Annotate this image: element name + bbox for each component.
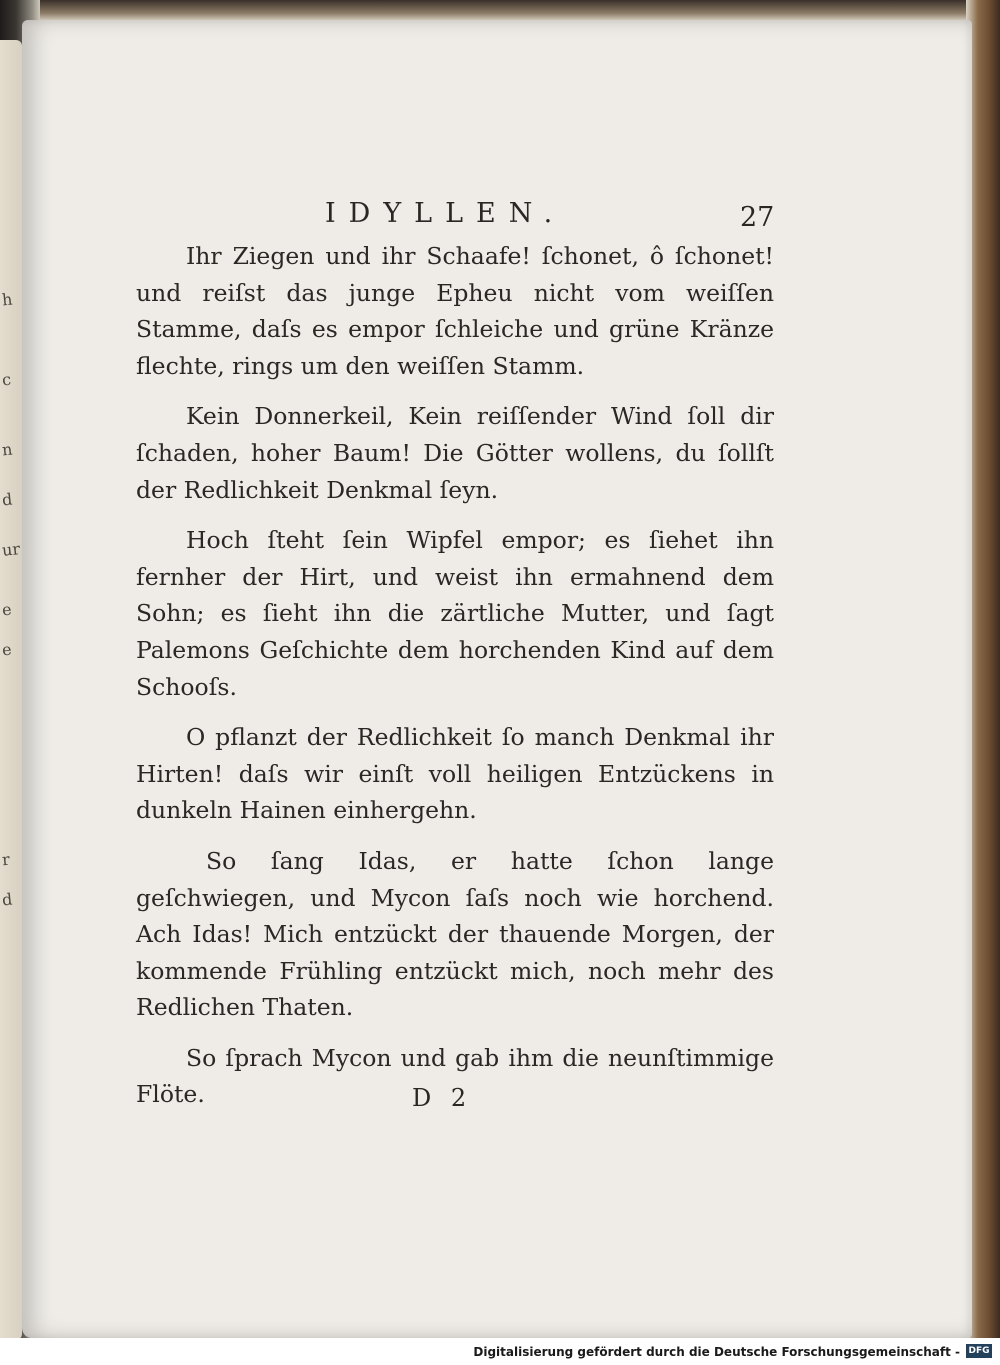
paragraph: So ſang Idas, er hatte ſchon lange geſchwiegen, und Mycon ſaſs noch wie horchend. Ach Idas! Mich entzückt der thauende Morgen, der kommende Frühling entzückt mich, noch mehr des Redlichen Thaten. bbox=[136, 846, 774, 1022]
leaf-fragment: ur bbox=[1, 539, 21, 560]
page-number: 27 bbox=[740, 202, 775, 233]
footer-credit: Digitalisierung gefördert durch die Deutsche Forschungsgemeinschaft - bbox=[473, 1345, 960, 1359]
sheet-signature: D 2 bbox=[412, 1084, 473, 1112]
left-page-fragment bbox=[0, 40, 22, 1340]
paragraph: O pflanzt der Redlichkeit ſo manch Denkmal ihr Hirten! daſs wir einſt voll heiligen Entzückens in dunkeln Hainen einhergehn. bbox=[136, 723, 774, 825]
running-head: IDYLLEN. bbox=[325, 198, 566, 229]
paragraph: Ihr Ziegen und ihr Schaafe! ſchonet, ô ſchonet! und reiſst das junge Epheu nicht vom weiſſen Stamme, daſs es empor ſchleiche und grüne Kränze flechte, rings um den weiſſen Stamm. bbox=[136, 242, 774, 380]
dfg-logo-icon: DFG bbox=[966, 1344, 992, 1358]
book-top-edge bbox=[40, 0, 970, 22]
leaf-fragment: d bbox=[1, 889, 14, 910]
leaf-fragment: r bbox=[1, 849, 11, 870]
leaf-fragment: h bbox=[1, 289, 14, 310]
leaf-fragment: e bbox=[1, 599, 13, 620]
leaf-fragment: e bbox=[1, 639, 13, 660]
leaf-fragment: c bbox=[1, 369, 12, 390]
paragraph: Kein Donnerkeil, Kein reiſſender Wind ſoll dir ſchaden, hoher Baum! Die Götter wollens, du ſollſt der Redlichkeit Denkmal ſeyn. bbox=[136, 402, 774, 504]
paragraph: So ſprach Mycon und gab ihm die neunſtimmige Flöte. bbox=[136, 1043, 774, 1109]
leaf-fragment: n bbox=[1, 439, 14, 460]
leaf-fragment: d bbox=[1, 489, 14, 510]
body-text bbox=[136, 238, 774, 1127]
paragraph: Hoch ſteht ſein Wipfel empor; es ſiehet ihn fernher der Hirt, und weist ihn ermahnend dem Sohn; es ſieht ihn die zärtliche Mutter, und ſagt Palemons Geſchichte dem horchenden Kind auf dem Schooſs. bbox=[136, 526, 774, 701]
